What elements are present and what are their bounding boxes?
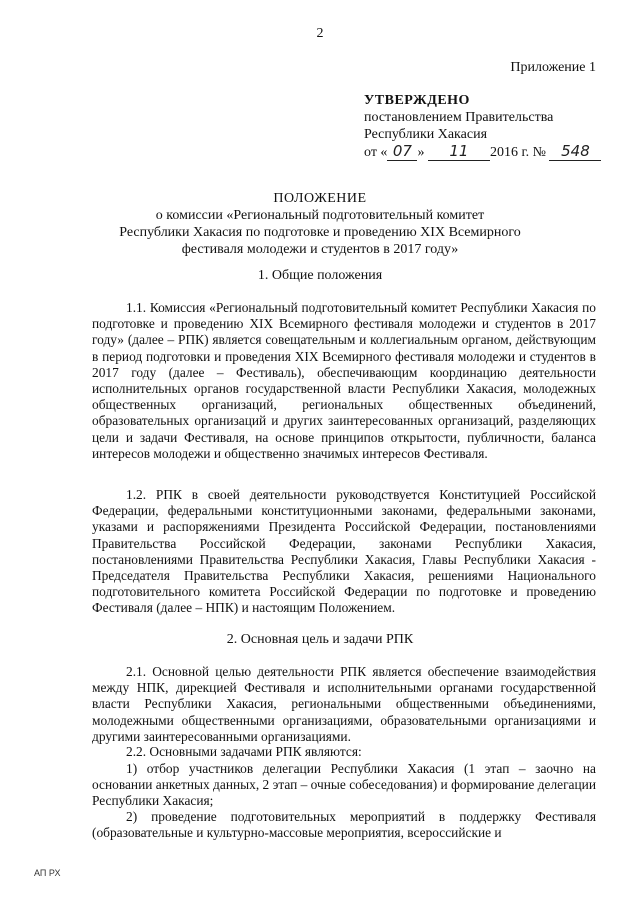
title-line-1: о комиссии «Региональный подготовительный комитет [155,208,485,223]
paragraph-2-2: 2.2. Основными задачами РПК являются: [126,744,362,759]
approval-line-2: Республики Хакасия [364,127,488,142]
approval-date-line [364,143,604,161]
document-title-block [60,190,580,258]
paragraph-task-2: 2) проведение подготовительных мероприятий в поддержку Фестиваля (образовательные и культурно-массовые мероприятия, всероссийские и [92,809,596,841]
date-mid: » [417,145,425,160]
paragraph-2-1: 2.1. Основной целью деятельности РПК является обеспечение взаимодействия между НПК, дирекцией Фестиваля и исполнительными органами государственной власти Республики Хакасия, региональными общественными объединениями, молодежными общественными организациями, образовательными организациями и другими заинтересованными организациями. [92,664,596,744]
paragraph-task-1: 1) отбор участников делегации Республики Хакасия (1 этап – заочно на основании анкетных данных, 2 этап – очные собеседования) и формирование делегации Республики Хакасия; [92,761,596,809]
section-1-heading: 1. Общие положения [257,268,383,283]
appendix-label: Приложение 1 [510,60,596,75]
footer-archive-mark: АП РХ [34,868,61,878]
title-line-3: фестиваля молодежи и студентов в 2017 году» [181,242,459,257]
approval-line-1: постановлением Правительства [364,110,554,125]
paragraph-1-1: 1.1. Комиссия «Региональный подготовительный комитет Республики Хакасия по подготовке и проведению XIX Всемирного фестиваля молодежи и студентов в 2017 году» (далее – РПК) является совещательным и коллегиальным органом, действующим в период подготовки и проведения XIX Всемирного фестиваля молодежи и студентов в 2017 году (далее – Фестиваль), обеспечивающим координацию деятельности исполнительных органов государственной власти Республики Хакасия, молодежных общественных организаций, региональных общественных объединений, образовательных организаций и других заинтересованных организаций, разделяющих цели и задачи Фестиваля, на основе принципов открытости, публичности, баланса интересов молодежи и общественно значимых интересов Фестиваля. [92,300,596,461]
section-2-heading: 2. Основная цель и задачи РПК [226,632,414,647]
document-number-handwritten: 548 [549,143,601,161]
page-number: 2 [316,26,324,41]
document-title: ПОЛОЖЕНИЕ [273,191,367,206]
date-month-handwritten: 11 [428,143,490,161]
date-day-handwritten: 07 [387,143,417,161]
approved-stamp-text: УТВЕРЖДЕНО [364,93,470,108]
date-year: 2016 г. № [489,145,546,160]
paragraph-1-2: 1.2. РПК в своей деятельности руководствуется Конституцией Российской Федерации, федеральными конституционными законами, федеральными законами, указами и распоряжениями Президента Российской Федерации, постановлениями Правительства Российской Федерации, законами Республики Хакасия, постановлениями Правительства Республики Хакасия, Главы Республики Хакасия - Председателя Правительства Республики Хакасия, решениями Национального подготовительного комитета Российской Федерации по подготовке и проведению Фестиваля (далее – НПК) и настоящим Положением. [92,487,596,616]
date-prefix: от « [364,145,388,160]
approval-block [364,92,604,161]
title-line-2: Республики Хакасия по подготовке и проведению XIX Всемирного [119,225,521,240]
